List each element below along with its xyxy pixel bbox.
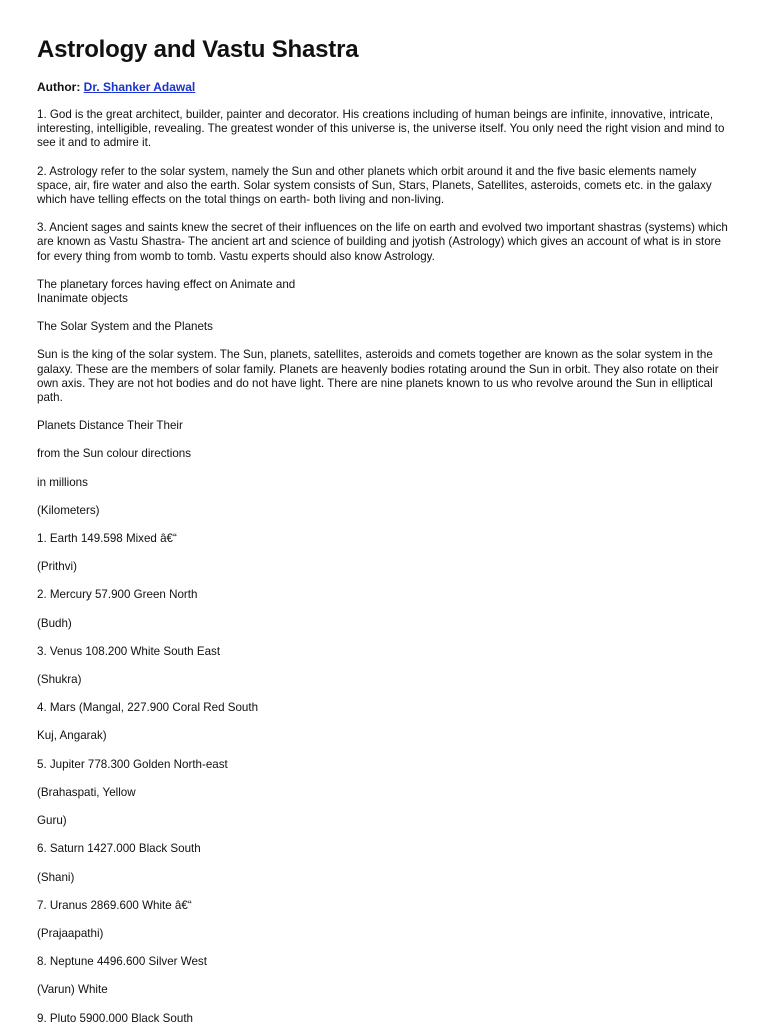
- forces-line-2: Inanimate objects: [37, 292, 128, 306]
- table-line: 6. Saturn 1427.000 Black South: [37, 842, 201, 856]
- table-line: (Prithvi): [37, 560, 77, 574]
- table-line: (Varun) White: [37, 983, 108, 997]
- paragraph-text: 3. Ancient sages and saints knew the secret of their influences on the life on earth and evolved two important shastras (systems) which are known as Vastu Shastra- The ancient art and science of building and jyotish (Astrology) which gives an account of what is in store for every thing from womb to tomb. Vastu experts should also know Astrology.: [37, 221, 728, 263]
- paragraph-text: 2. Astrology refer to the solar system, namely the Sun and other planets which orbit around it and the five basic elements namely space, air, fire water and also the earth. Solar system consists of Sun, Stars, Planets, Satellites, asteroids, comets etc. in the galaxy which have telling effects on the total things on earth- both living and non-living.: [37, 164, 712, 207]
- table-line: 2. Mercury 57.900 Green North: [37, 588, 198, 602]
- table-line: 4. Mars (Mangal, 227.900 Coral Red South: [37, 701, 259, 715]
- table-line: (Brahaspati, Yellow: [37, 785, 136, 799]
- paragraph-text: Sun is the king of the solar system. The Sun, planets, satellites, asteroids and comets together are known as the solar system in the galaxy. These are the members of solar family. Planets are heavenly bodies rotating around the Sun in orbit. They also rotate on their own axis. They are not hot bodies and do not have light. There are nine planets known to us who revolve around the Sun in elliptical path.: [37, 348, 719, 405]
- forces-line-1: The planetary forces having effect on Animate and: [37, 277, 296, 291]
- author-line: [37, 80, 731, 94]
- solar-heading: The Solar System and the Planets: [37, 320, 213, 334]
- forces-heading: [37, 278, 731, 306]
- page-title: Astrology and Vastu Shastra: [37, 36, 359, 63]
- table-line: Kuj, Angarak): [37, 729, 107, 743]
- table-line: 9. Pluto 5900.000 Black South: [37, 1011, 193, 1025]
- table-line: from the Sun colour directions: [37, 447, 192, 461]
- table-line: 5. Jupiter 778.300 Golden North-east: [37, 757, 228, 771]
- table-line: Guru): [37, 814, 67, 828]
- paragraph-3: [37, 221, 731, 264]
- table-line: 3. Venus 108.200 White South East: [37, 644, 221, 658]
- author-link[interactable]: Dr. Shanker Adawal: [83, 80, 196, 94]
- table-line: (Prajaapathi): [37, 926, 104, 940]
- paragraph-1: [37, 108, 731, 151]
- paragraph-text: 1. God is the great architect, builder, painter and decorator. His creations including of human beings are infinite, innovative, intricate, interesting, intelligible, revealing. The greatest wonder of this universe is, the universe itself. You only need the right vision and mind to see it and to admire it.: [37, 108, 725, 150]
- paragraph-2: [37, 165, 731, 208]
- table-line: 7. Uranus 2869.600 White â€“: [37, 898, 192, 912]
- table-line: (Kilometers): [37, 503, 100, 517]
- author-label: Author:: [37, 80, 81, 94]
- table-line: (Shani): [37, 870, 75, 884]
- table-line: 1. Earth 149.598 Mixed â€“: [37, 532, 177, 546]
- table-line: (Shukra): [37, 673, 82, 687]
- solar-paragraph: [37, 348, 731, 405]
- table-line: (Budh): [37, 616, 72, 630]
- table-line: Planets Distance Their Their: [37, 419, 183, 433]
- table-line: 8. Neptune 4496.600 Silver West: [37, 955, 207, 969]
- table-line: in millions: [37, 475, 88, 489]
